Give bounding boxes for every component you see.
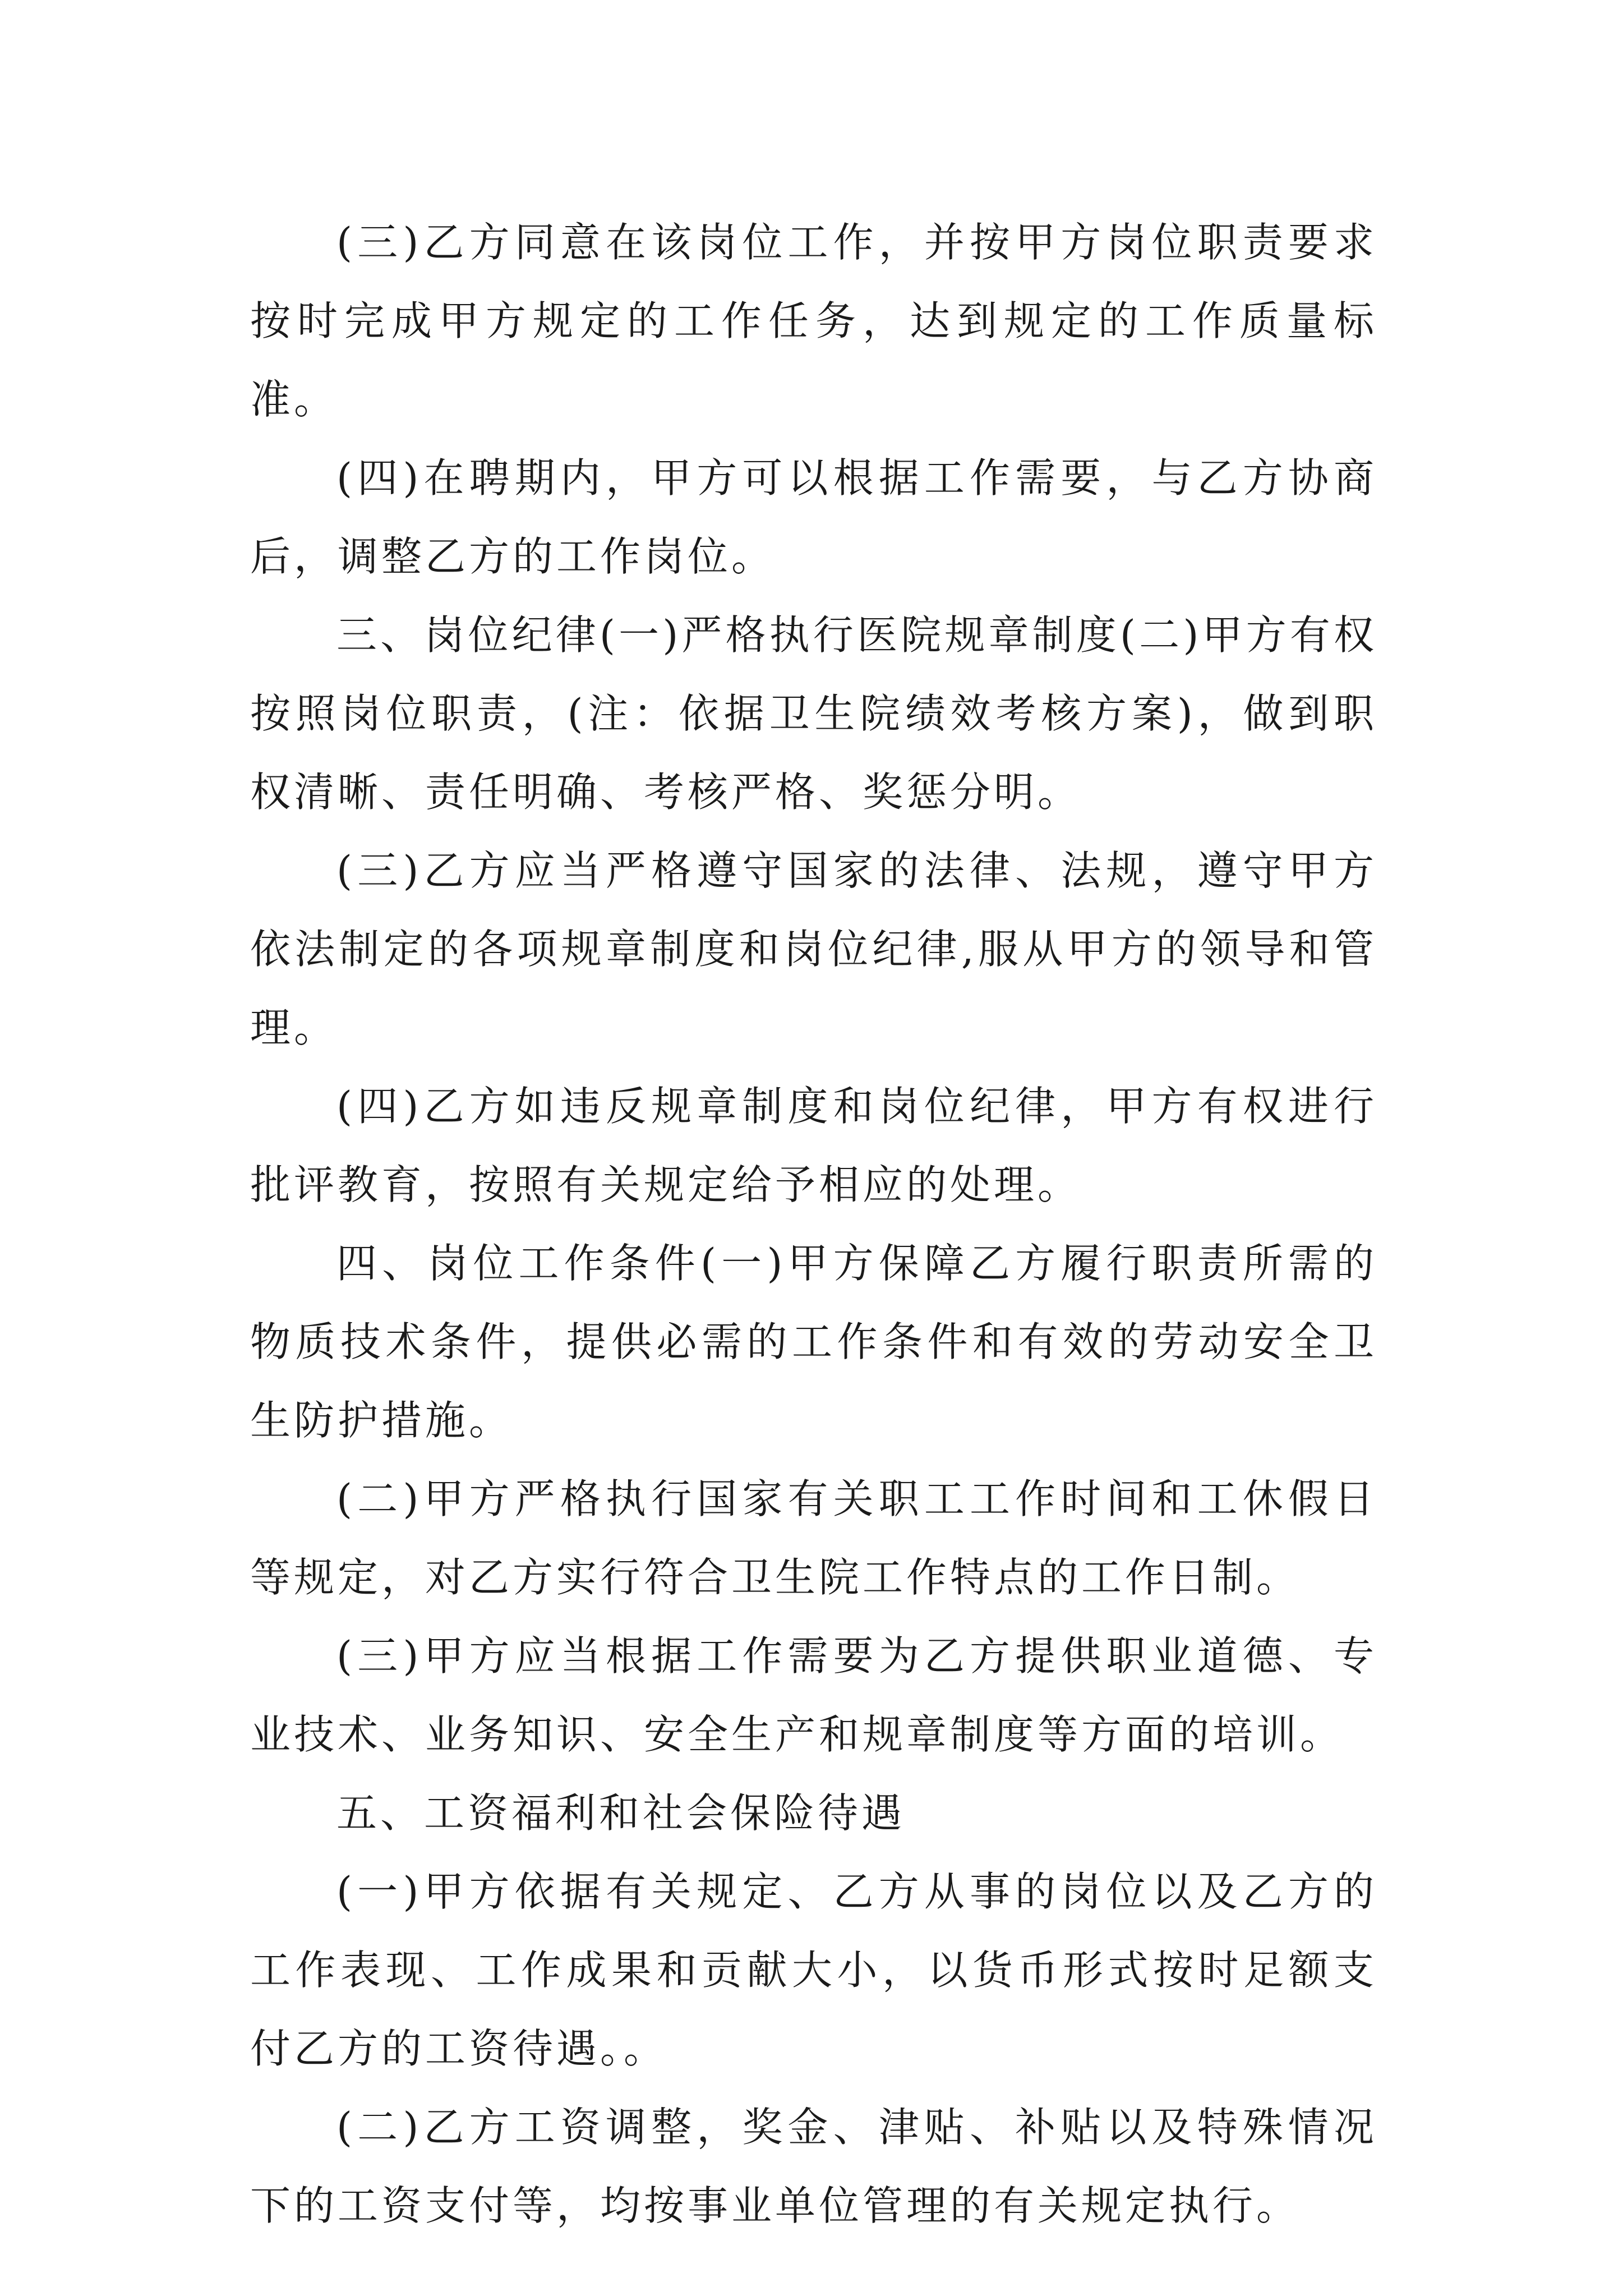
section-heading-salary-welfare: 五、工资福利和社会保险待遇 (336, 1789, 906, 1837)
paragraph-salary-adjustment: (二)乙方工资调整，奖金、津贴、补贴以及特殊情况下的工资支付等，均按事业单位管理的有关规定执行。 (250, 2104, 1377, 2229)
paragraph-obey-laws: (三)乙方应当严格遵守国家的法律、法规，遵守甲方依法制定的各项规章制度和岗位纪律,服从甲方的领导和管理。 (250, 847, 1377, 1051)
paragraph-working-hours: (二)甲方严格执行国家有关职工工作时间和工休假日等规定，对乙方实行符合卫生院工作特点的工作日制。 (250, 1475, 1377, 1601)
paragraph-violation-handling: (四)乙方如违反规章制度和岗位纪律，甲方有权进行批评教育，按照有关规定给予相应的处理。 (250, 1083, 1377, 1208)
paragraph-post-adjustment: (四)在聘期内，甲方可以根据工作需要，与乙方协商后，调整乙方的工作岗位。 (250, 454, 1377, 580)
document-body (250, 203, 1377, 2245)
paragraph-work-conditions: 四、岗位工作条件(一)甲方保障乙方履行职责所需的物质技术条件，提供必需的工作条件和有效的劳动安全卫生防护措施。 (250, 1240, 1377, 1444)
paragraph-post-agreement: (三)乙方同意在该岗位工作，并按甲方岗位职责要求按时完成甲方规定的工作任务，达到规定的工作质量标准。 (250, 219, 1377, 423)
paragraph-salary-payment: (一)甲方依据有关规定、乙方从事的岗位以及乙方的工作表现、工作成果和贡献大小，以货币形式按时足额支付乙方的工资待遇。。 (250, 1868, 1377, 2072)
paragraph-post-discipline: 三、岗位纪律(一)严格执行医院规章制度(二)甲方有权按照岗位职责，(注：依据卫生院绩效考核方案)，做到职权清晰、责任明确、考核严格、奖惩分明。 (250, 611, 1377, 816)
paragraph-training: (三)甲方应当根据工作需要为乙方提供职业道德、专业技术、业务知识、安全生产和规章制度等方面的培训。 (250, 1632, 1377, 1758)
